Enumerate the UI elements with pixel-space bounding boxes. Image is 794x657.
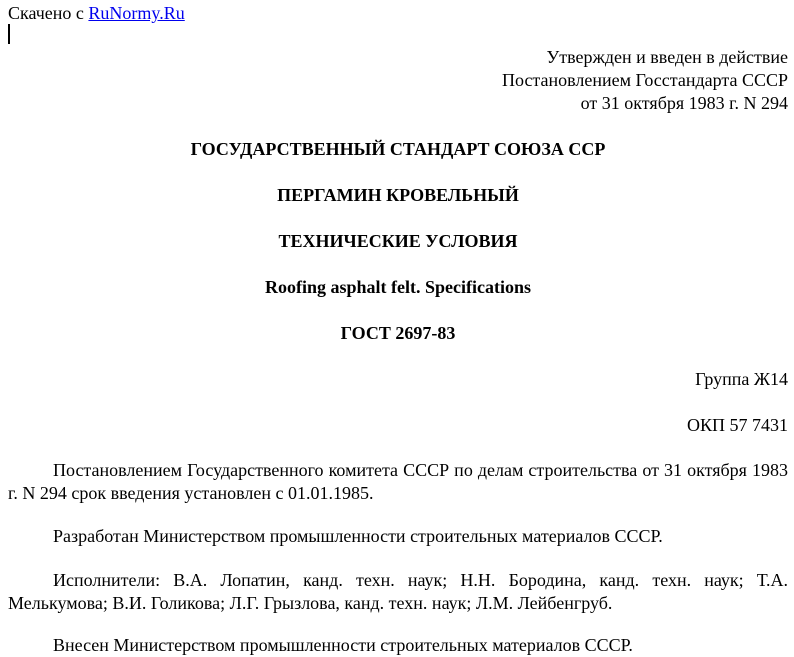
text-cursor: [8, 24, 10, 44]
okp-code: ОКП 57 7431: [686, 415, 788, 435]
paragraph-introduced: Внесен Министерством промышленности строительных материалов СССР.: [53, 635, 633, 655]
approval-block: [502, 46, 788, 115]
site-link[interactable]: RuNormy.Ru: [88, 3, 185, 23]
approval-line-3: от 31 октября 1983 г. N 294: [580, 93, 788, 113]
approval-line-1: Утвержден и введен в действие: [546, 47, 788, 67]
paragraph-developer: Разработан Министерством промышленности строительных материалов СССР.: [53, 526, 663, 546]
downloaded-prefix: Скачено с: [8, 3, 89, 23]
gost-number: ГОСТ 2697-83: [340, 323, 456, 343]
spec-title: ТЕХНИЧЕСКИЕ УСЛОВИЯ: [278, 231, 518, 251]
paragraph-authors: Исполнители: В.А. Лопатин, канд. техн. наук; Н.Н. Бородина, канд. техн. наук; Т.А. Мелькумова; В.И. Голикова; Л.Г. Грызлова, канд. техн. наук; Л.М. Лейбенгруб.: [8, 570, 788, 613]
download-source-line: [8, 2, 185, 24]
product-title: ПЕРГАМИН КРОВЕЛЬНЫЙ: [277, 185, 519, 205]
approval-line-2: Постановлением Госстандарта СССР: [502, 70, 788, 90]
english-title: Roofing asphalt felt. Specifications: [264, 277, 531, 297]
group-code: Группа Ж14: [695, 369, 788, 389]
paragraph-decree: Постановлением Государственного комитета СССР по делам строительства от 31 октября 1983 г. N 294 срок введения установлен с 01.01.1985.: [8, 460, 788, 503]
state-standard-title: ГОСУДАРСТВЕННЫЙ СТАНДАРТ СОЮЗА ССР: [190, 139, 606, 159]
